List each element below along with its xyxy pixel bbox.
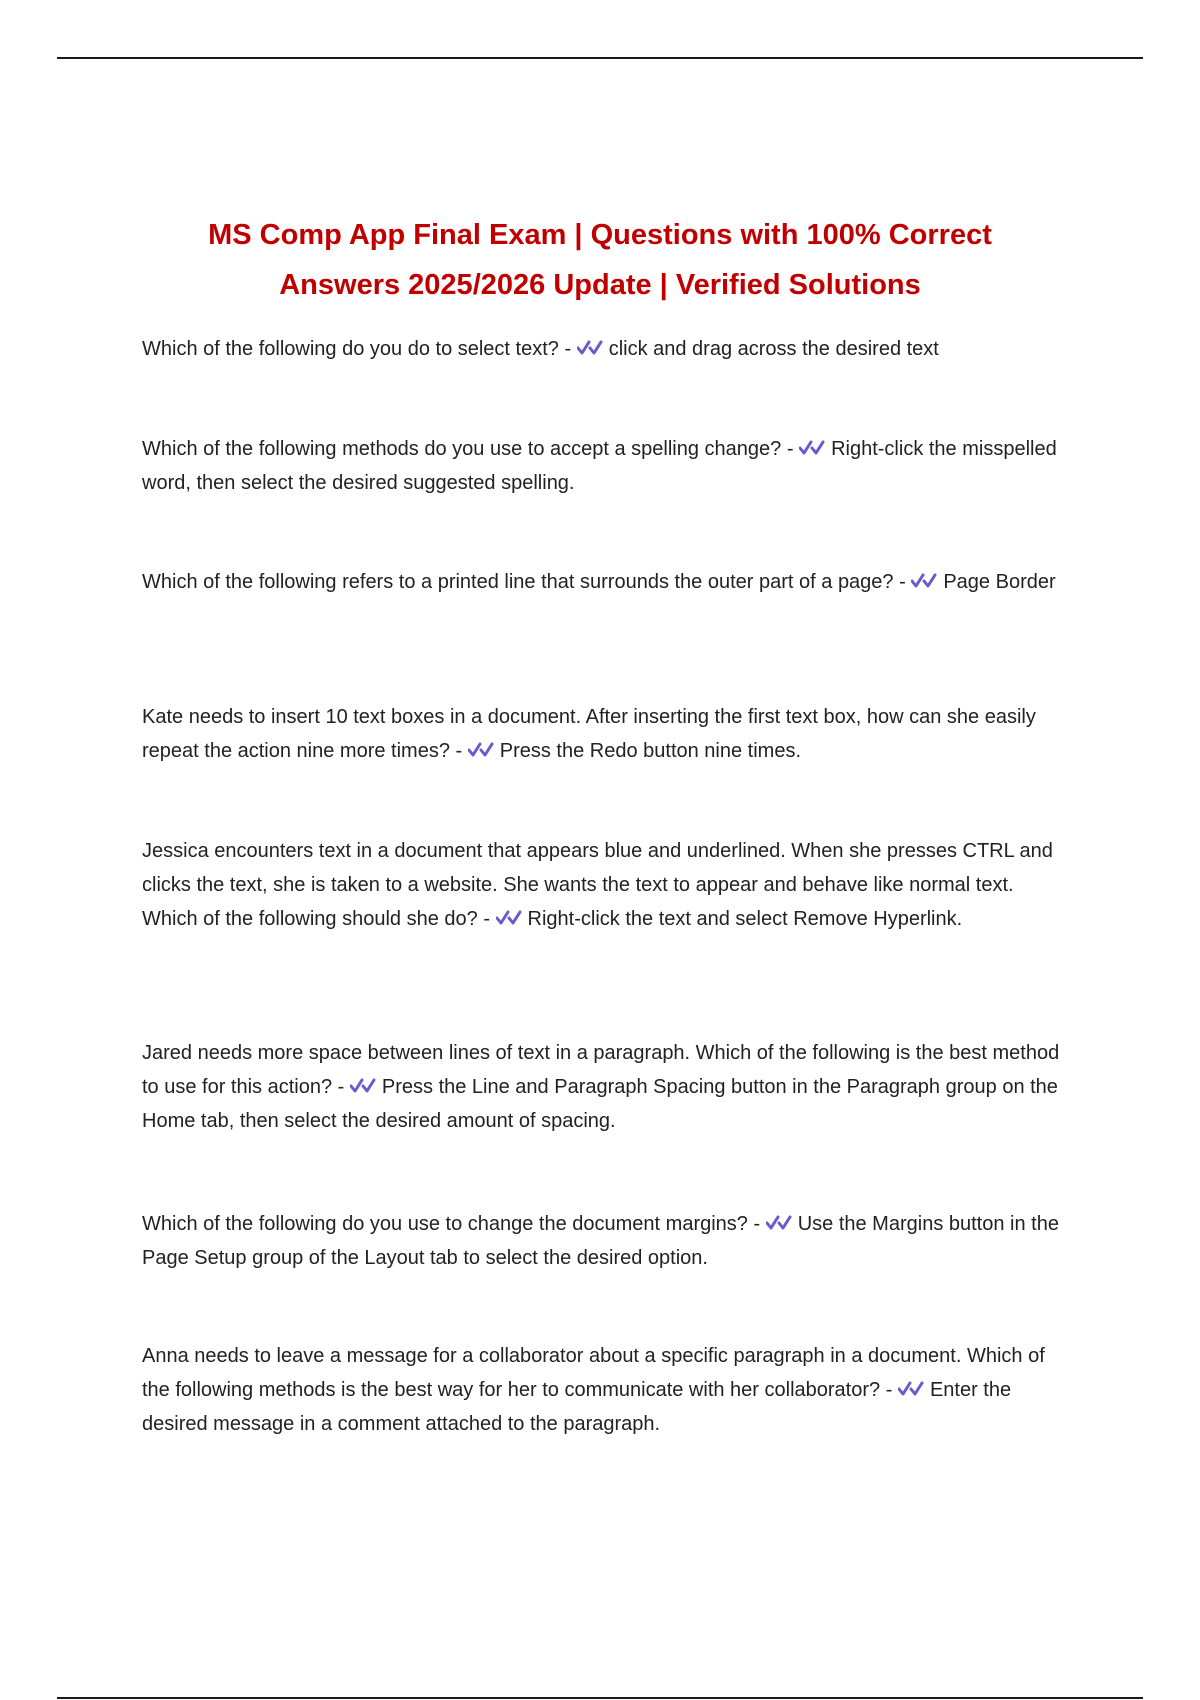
bottom-rule — [57, 1697, 1143, 1699]
double-checkmark-icon — [911, 571, 937, 591]
question-text: Anna needs to leave a message for a collaborator about a specific paragraph in a document. Which of the following methods is the best way for her to communicate with her collaborator? - — [142, 1345, 1045, 1401]
question-text: Which of the following refers to a printed line that surrounds the outer part of a page? - — [142, 571, 906, 593]
qa-item — [142, 565, 1062, 599]
qa-item — [142, 834, 1062, 936]
qa-item — [142, 332, 1062, 366]
answer-text: Right-click the misspelled word, then select the desired suggested spelling. — [142, 438, 1057, 494]
top-rule — [57, 57, 1143, 59]
qa-item — [142, 1036, 1062, 1138]
double-checkmark-icon — [766, 1213, 792, 1233]
answer-text: Enter the desired message in a comment attached to the paragraph. — [142, 1379, 1012, 1435]
document-title — [100, 210, 1100, 310]
qa-item — [142, 432, 1062, 500]
answer-text: Press the Line and Paragraph Spacing button in the Paragraph group on the Home tab, then select the desired amount of spacing. — [142, 1076, 1058, 1132]
qa-item — [142, 1207, 1062, 1275]
double-checkmark-icon — [577, 338, 603, 358]
answer-text: Page Border — [943, 571, 1056, 593]
title-line-2: Answers 2025/2026 Update | Verified Solutions — [279, 269, 921, 301]
qa-item — [142, 700, 1062, 768]
question-text: Jessica encounters text in a document that appears blue and underlined. When she presses CTRL and clicks the text, she is taken to a website. She wants the text to appear and behave like normal text. Which of the following should she do? - — [142, 840, 1053, 930]
double-checkmark-icon — [799, 438, 825, 458]
answer-text: click and drag across the desired text — [608, 338, 939, 360]
qa-item — [142, 1339, 1062, 1441]
double-checkmark-icon — [898, 1379, 924, 1399]
question-text: Which of the following do you do to select text? - — [142, 338, 572, 360]
answer-text: Use the Margins button in the Page Setup group of the Layout tab to select the desired option. — [142, 1213, 1059, 1269]
answer-text: Press the Redo button nine times. — [499, 740, 802, 762]
title-line-1: MS Comp App Final Exam | Questions with 100% Correct — [208, 219, 992, 251]
double-checkmark-icon — [468, 740, 494, 760]
question-text: Which of the following methods do you use to accept a spelling change? - — [142, 438, 794, 460]
question-text: Kate needs to insert 10 text boxes in a document. After inserting the first text box, how can she easily repeat the action nine more times? - — [142, 706, 1036, 762]
question-text: Which of the following do you use to change the document margins? - — [142, 1213, 761, 1235]
double-checkmark-icon — [350, 1076, 376, 1096]
double-checkmark-icon — [496, 908, 522, 928]
answer-text: Right-click the text and select Remove Hyperlink. — [527, 908, 963, 930]
question-text: Jared needs more space between lines of text in a paragraph. Which of the following is the best method to use for this action? - — [142, 1042, 1060, 1098]
